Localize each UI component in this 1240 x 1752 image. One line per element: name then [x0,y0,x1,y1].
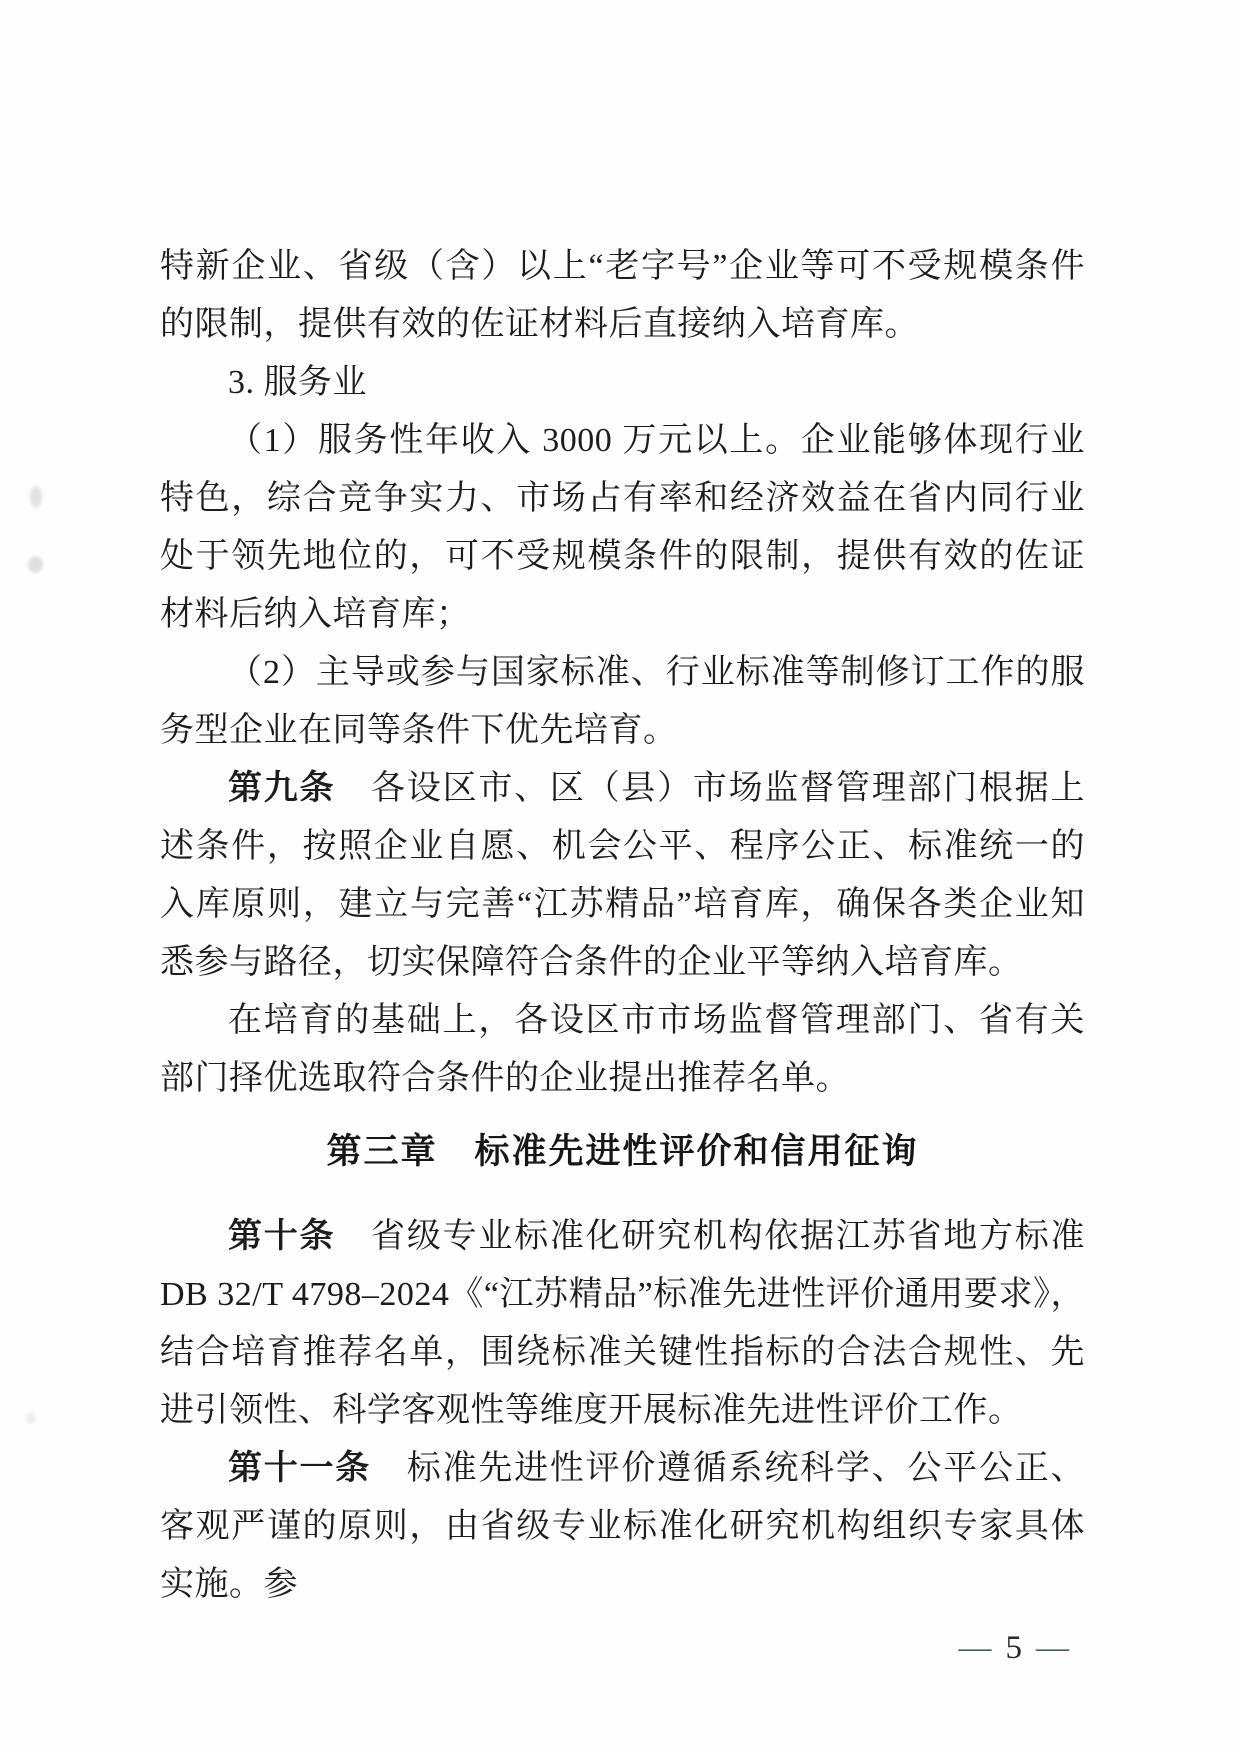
scan-artifact [26,1412,36,1424]
paragraph [160,354,1085,412]
paragraph-text: （1）服务性年收入 3000 万元以上。企业能够体现行业特色，综合竞争实力、市场占有率和经济效益在省内同行业处于领先地位的，可不受规模条件的限制，提供有效的佐证材料后纳入培育库； [160,422,1085,633]
page-number-dash-right: — [1036,1630,1069,1666]
paragraph-text: 特新企业、省级（含）以上“老字号”企业等可不受规模条件的限制，提供有效的佐证材料后直接纳入培育库。 [160,248,1085,343]
paragraph [160,238,1085,354]
article-number: 第十条 [228,1218,336,1255]
page-number-value: 5 [1005,1630,1022,1666]
document-body [160,238,1085,1666]
scan-artifact [28,556,43,573]
page-number-dash-left: — [958,1630,992,1666]
paragraph [160,644,1085,760]
paragraph [160,412,1085,644]
article-number: 第十一条 [228,1450,372,1487]
chapter-heading: 第三章 标准先进性评价和信用征询 [326,1132,919,1171]
paragraph [160,1208,1085,1440]
paragraph-text: 省级专业标准化研究机构依据江苏省地方标准 DB 32/T 4798–2024《“江苏精品”标准先进性评价通用要求》，结合培育推荐名单，围绕标准关键性指标的合法合规性、先进引领性、科学客观性等维度开展标准先进性评价工作。 [160,1218,1086,1429]
paragraph [160,760,1085,992]
paragraph-text: 在培育的基础上，各设区市市场监督管理部门、省有关部门择优选取符合条件的企业提出推荐名单。 [160,1002,1085,1097]
paragraph-text: 各设区市、区（县）市场监督管理部门根据上述条件，按照企业自愿、机会公平、程序公正、标准统一的入库原则，建立与完善“江苏精品”培育库，确保各类企业知悉参与路径，切实保障符合条件的企业平等纳入培育库。 [160,770,1086,981]
article-number: 第九条 [228,770,336,807]
paragraph-text: （2）主导或参与国家标准、行业标准等制修订工作的服务型企业在同等条件下优先培育。 [160,654,1085,749]
paragraph [160,1440,1085,1614]
scan-artifact [30,486,42,508]
paragraph-text: 标准先进性评价遵循系统科学、公平公正、客观严谨的原则，由省级专业标准化研究机构组织专家具体实施。参 [160,1450,1086,1603]
page-number [160,1630,1085,1666]
paragraph-text: 3. 服务业 [228,364,367,401]
paragraph [160,992,1085,1108]
